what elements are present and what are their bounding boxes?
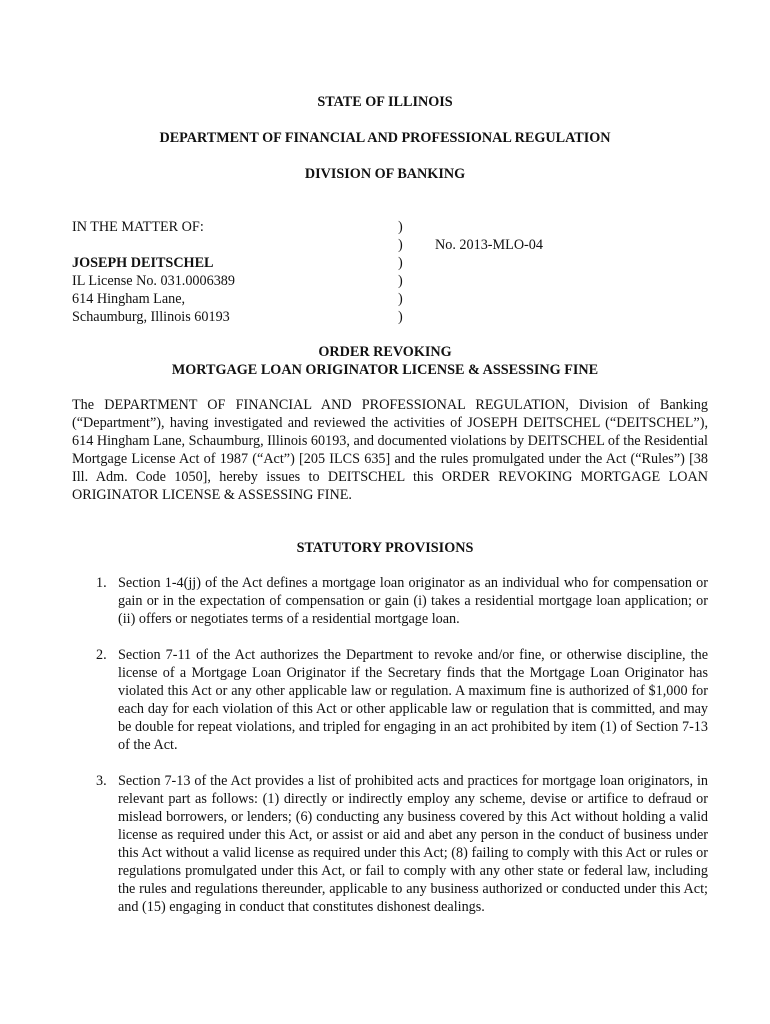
license-number: IL License No. 031.0006389 bbox=[72, 273, 235, 289]
provision-text: Section 7-11 of the Act authorizes the Department to revoke and/or fine, or otherwise discipline, the license of a Mortgage Loan Originator if the Secretary finds that the Mortgage Loan Originator has violated this Act or any other applicable law or regulation. A maximum fine is authorized of $1,000 for each day for each violation of this Act or other applicable law or regulation that is committed, and may be double for repeat violations, and tripled for engaging in an act prohibited by item (1) of Section 7-13 of the Act. bbox=[118, 647, 708, 753]
intro-paragraph: The DEPARTMENT OF FINANCIAL AND PROFESSIONAL REGULATION, Division of Banking (“Department”), having investigated and reviewed the activities of JOSEPH DEITSCHEL (“DEITSCHEL”), 614 Hingham Lane, Schaumburg, Illinois 60193, and documented violations by DEITSCHEL of the Residential Mortgage License Act of 1987 (“Act”) [205 ILCS 635] and the rules promulgated under the Act (“Rules”) [38 Ill. Adm. Code 1050], hereby issues to DEITSCHEL this ORDER REVOKING MORTGAGE LOAN ORIGINATOR LICENSE & ASSESSING FINE. bbox=[72, 397, 708, 503]
caption-paren: ) bbox=[398, 273, 403, 289]
caption-paren: ) bbox=[398, 255, 403, 271]
caption-paren: ) bbox=[398, 291, 403, 307]
order-title-line-1: ORDER REVOKING bbox=[318, 344, 452, 360]
address-line-1: 614 Hingham Lane, bbox=[72, 291, 186, 307]
provision-text: Section 7-13 of the Act provides a list of prohibited acts and practices for mortgage loan originators, in relevant part as follows: (1) directly or indirectly employ any scheme, devise or artifice to defraud or mislead borrowers, or lenders; (6) conducting any business covered by this Act without holding a valid license as required under this Act, or assist or aid and abet any person in the conduct of business under this Act without a valid license as required under this Act; (8) failing to comply with this Act or rules or regulations promulgated under this Act, or fail to comply with any other state or federal law, including the rules and regulations thereunder, applicable to any business authorized or conducted under this Act; and (15) engaging in conduct that constitutes dishonest dealings. bbox=[118, 773, 708, 915]
provision-text: Section 1-4(jj) of the Act defines a mortgage loan originator as an individual who for compensation or gain or in the expectation of compensation or gain (i) takes a residential mortgage loan application; or (ii) offers or negotiates terms of a residential mortgage loan. bbox=[118, 575, 708, 627]
provision-number: 3. bbox=[96, 773, 107, 789]
respondent-name: JOSEPH DEITSCHEL bbox=[72, 255, 214, 271]
provision-number: 1. bbox=[96, 575, 107, 591]
matter-label: IN THE MATTER OF: bbox=[72, 219, 204, 235]
department-heading: DEPARTMENT OF FINANCIAL AND PROFESSIONAL REGULATION bbox=[159, 130, 611, 146]
case-number: No. 2013-MLO-04 bbox=[435, 237, 543, 253]
state-heading: STATE OF ILLINOIS bbox=[317, 94, 453, 110]
order-title-line-2: MORTGAGE LOAN ORIGINATOR LICENSE & ASSESSING FINE bbox=[171, 362, 599, 378]
division-heading: DIVISION OF BANKING bbox=[304, 166, 466, 182]
provision-number: 2. bbox=[96, 647, 107, 663]
caption-paren: ) bbox=[398, 309, 403, 325]
caption-paren: ) bbox=[398, 237, 403, 253]
caption-paren: ) bbox=[398, 219, 403, 235]
statutory-heading: STATUTORY PROVISIONS bbox=[296, 540, 474, 556]
address-line-2: Schaumburg, Illinois 60193 bbox=[72, 309, 230, 325]
